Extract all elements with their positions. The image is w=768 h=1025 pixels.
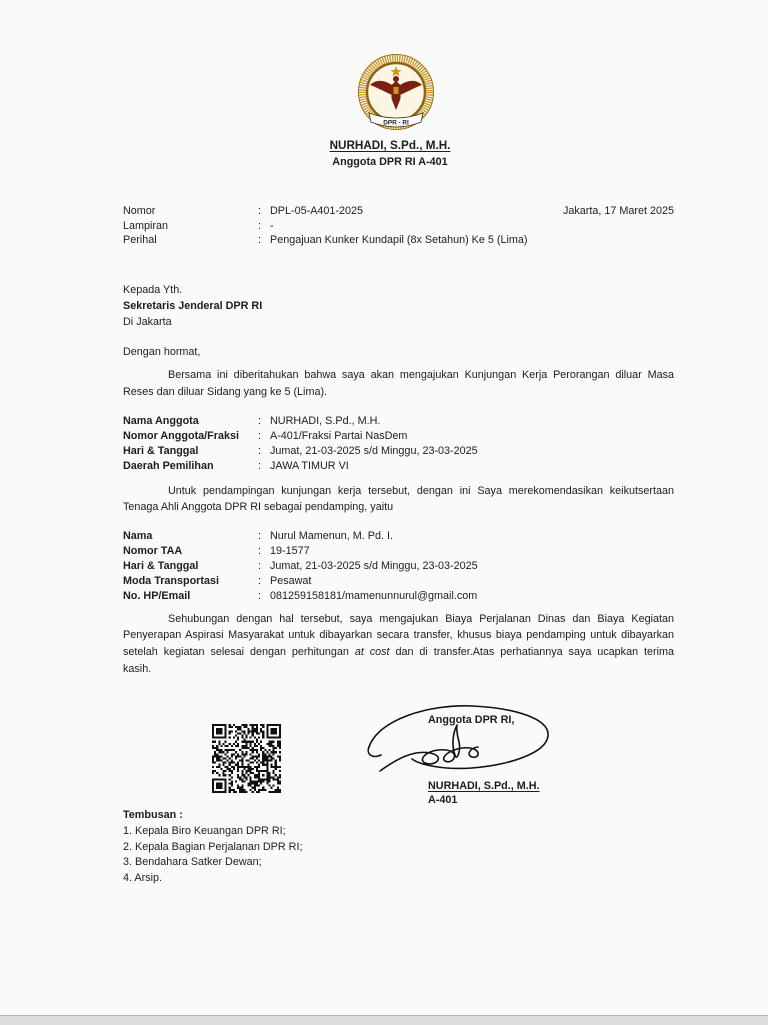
cc-block	[123, 808, 302, 887]
field-separator: :	[258, 559, 261, 572]
meta-row-nomor	[123, 204, 528, 219]
field-label: Daerah Pemilihan	[123, 459, 214, 472]
field-value: 19-1577	[270, 544, 310, 557]
salutation: Dengan hormat,	[123, 346, 201, 358]
field-value: JAWA TIMUR VI	[270, 459, 349, 472]
dpr-ri-emblem-logo	[356, 54, 436, 134]
member-row-nama	[123, 414, 478, 429]
field-separator: :	[258, 429, 261, 442]
recipient-name: Sekretaris Jenderal DPR RI	[123, 300, 263, 312]
field-value: Jumat, 21-03-2025 s/d Minggu, 23-03-2025	[270, 559, 478, 572]
meta-row-perihal	[123, 233, 528, 248]
companion-row-transportasi	[123, 574, 478, 589]
field-label: No. HP/Email	[123, 589, 191, 602]
meta-row-lampiran	[123, 219, 528, 234]
cc-item: 2. Kepala Bagian Perjalanan DPR RI;	[123, 840, 303, 853]
text-segment: dan di transfer.Atas perhatiannya saya ucapkan terima	[395, 645, 674, 658]
companion-row-tanggal	[123, 559, 478, 574]
field-separator: :	[258, 444, 261, 457]
companion-row-nomor-taa	[123, 544, 478, 559]
member-row-dapil	[123, 459, 478, 474]
field-label: Nomor	[123, 205, 156, 217]
field-label: Hari & Tanggal	[123, 559, 199, 572]
field-label: Perihal	[123, 234, 157, 246]
recipient-place: Di Jakarta	[123, 316, 172, 328]
letterhead-position: Anggota DPR RI A-401	[332, 155, 448, 168]
field-label: Nomor Anggota/Fraksi	[123, 429, 239, 442]
handwritten-signature	[360, 698, 555, 778]
member-row-tanggal	[123, 444, 478, 459]
field-separator: :	[258, 544, 261, 557]
field-label: Nama Anggota	[123, 414, 199, 427]
letter-date: Jakarta, 17 Maret 2025	[562, 205, 674, 217]
field-separator: :	[258, 574, 261, 587]
paragraph-line: Penyerapan Aspirasi Masyarakat untuk dibayarkan secara transfer, khusus biaya pendamping untuk dibayarkan	[123, 629, 674, 642]
field-separator: :	[258, 234, 261, 246]
companion-row-contact	[123, 589, 478, 604]
companion-row-nama	[123, 529, 478, 544]
paragraph-line: Tenaga Ahli Anggota DPR RI sebagai pendamping, yaitu	[123, 501, 394, 513]
field-value: -	[270, 219, 274, 232]
field-value: Pesawat	[270, 574, 312, 587]
field-separator: :	[258, 589, 261, 602]
cc-item: 4. Arsip.	[123, 872, 163, 884]
qr-code	[212, 724, 281, 793]
field-label: Hari & Tanggal	[123, 444, 199, 457]
paragraph-recommendation	[123, 483, 674, 515]
field-value: NURHADI, S.Pd., M.H.	[270, 414, 381, 427]
field-separator: :	[258, 459, 261, 472]
letterhead-name: NURHADI, S.Pd., M.H.	[329, 138, 451, 152]
signature-name: NURHADI, S.Pd., M.H.	[428, 779, 540, 792]
text-segment: setelah kegiatan selesai dengan perhitungan	[123, 645, 349, 658]
cc-item: 1. Kepala Biro Keuangan DPR RI;	[123, 824, 286, 837]
field-label: Nama	[123, 529, 153, 542]
cc-title: Tembusan :	[123, 809, 183, 821]
field-label: Lampiran	[123, 219, 169, 232]
field-value: 081259158181/mamenunnurul@gmail.com	[270, 589, 478, 602]
signature-title: Anggota DPR RI,	[428, 713, 515, 726]
paragraph-line: Bersama ini diberitahukan bahwa saya akan mengajukan Kunjungan Kerja Perorangan diluar Masa	[168, 368, 674, 381]
paragraph-line: Reses dan diluar Sidang yang ke 5 (Lima).	[123, 385, 328, 398]
paragraph-line: Untuk pendampingan kunjungan kerja tersebut, dengan ini Saya merekomendasikan keikutsertaan	[168, 485, 674, 497]
member-details	[123, 414, 478, 474]
recipient-block	[123, 282, 262, 330]
field-value: Jumat, 21-03-2025 s/d Minggu, 23-03-2025	[270, 444, 478, 457]
paragraph-closing	[123, 611, 674, 678]
cc-item: 3. Bendahara Satker Dewan;	[123, 856, 262, 869]
paragraph-line	[123, 644, 674, 661]
field-label: Nomor TAA	[123, 544, 183, 557]
field-separator: :	[258, 529, 261, 542]
signature-member-code: A-401	[428, 794, 458, 806]
companion-details	[123, 529, 478, 604]
field-label: Moda Transportasi	[123, 574, 219, 587]
italic-text: at cost	[354, 645, 390, 658]
field-separator: :	[258, 205, 261, 217]
field-value: A-401/Fraksi Partai NasDem	[270, 429, 408, 442]
paragraph-line: Sehubungan dengan hal tersebut, saya mengajukan Biaya Perjalanan Dinas dan Biaya Kegiatan	[168, 612, 674, 625]
field-separator: :	[258, 219, 261, 232]
field-value: Pengajuan Kunker Kundapil (8x Setahun) Ke 5 (Lima)	[270, 234, 528, 246]
paragraph-line: kasih.	[123, 662, 152, 675]
field-value: Nurul Mamenun, M. Pd. I.	[270, 529, 394, 542]
paragraph-intro	[123, 367, 674, 401]
member-row-nomor-fraksi	[123, 429, 478, 444]
recipient-greeting: Kepada Yth.	[123, 284, 183, 296]
field-value: DPL-05-A401-2025	[270, 205, 364, 217]
emblem-banner-text: DPR - RI	[383, 119, 409, 127]
field-separator: :	[258, 414, 261, 427]
letter-meta	[123, 204, 528, 248]
